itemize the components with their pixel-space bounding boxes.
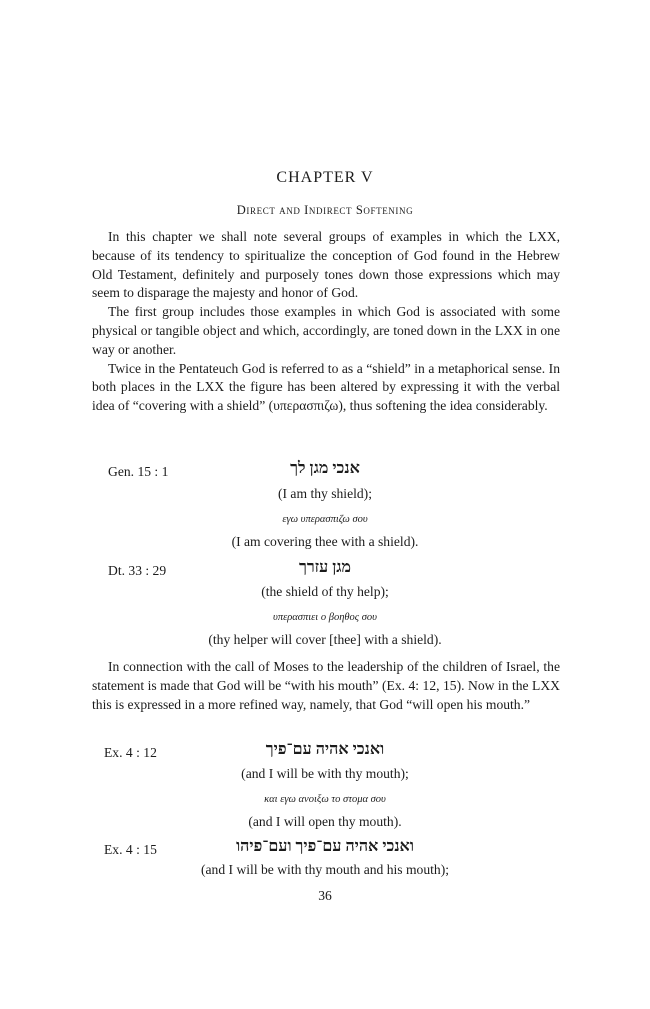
- greek-translation: (thy helper will cover [thee] with a shield).: [208, 632, 442, 647]
- reference-ex-4-15: Ex. 4 : 15: [104, 842, 157, 857]
- hebrew-text: ואנכי אהיה עם־פיך ועם־פיהו: [236, 838, 414, 855]
- greek-translation: (I am covering thee with a shield).: [231, 534, 419, 549]
- hebrew-translation: (and I will be with thy mouth and his mouth);: [200, 862, 450, 877]
- hebrew-translation: (the shield of thy help);: [261, 584, 389, 599]
- hebrew-translation: (and I will be with thy mouth);: [241, 766, 409, 781]
- paragraph-moses: [92, 658, 560, 714]
- reference-dt-33-29: Dt. 33 : 29: [108, 563, 167, 578]
- hebrew-translation: (I am thy shield);: [277, 486, 372, 501]
- chapter-title: CHAPTER V: [276, 169, 374, 186]
- reference-ex-4-12: Ex. 4 : 12: [104, 745, 157, 760]
- greek-translation: (and I will open thy mouth).: [248, 814, 402, 829]
- paragraph-intro: [92, 228, 560, 416]
- chapter-subtitle: Direct and Indirect Softening: [236, 203, 414, 217]
- hebrew-text: אנכי מגן לך: [290, 460, 360, 477]
- paragraph: In connection with the call of Moses to the leadership of the children of Israel, the statement is made that God will be “with his mouth” (Ex. 4: 12, 15). Now in the LXX this is expressed in a more refined way, namely, that God “will open his mouth.”: [92, 659, 560, 712]
- page-number: 36: [318, 888, 332, 903]
- greek-text: και εγω ανοιξω το στομα σου: [264, 794, 386, 805]
- greek-text: υπερασπιει ο βοηθος σου: [273, 612, 377, 623]
- hebrew-text: ואנכי אהיה עם־פיך: [265, 741, 385, 758]
- greek-text: εγω υπερασπιζω σου: [282, 514, 368, 525]
- hebrew-text: מגן עזרך: [298, 559, 352, 576]
- paragraph: The first group includes those examples in which God is associated with some physical or tangible object and which, accordingly, are toned down in the LXX in one way or another.: [92, 304, 560, 357]
- paragraph: In this chapter we shall note several groups of examples in which the LXX, because of its tendency to spiritualize the conception of God found in the Hebrew Old Testament, definitely and purposely tones down those expressions which may seem to disparage the majesty and honor of God.: [92, 229, 560, 301]
- paragraph: Twice in the Pentateuch God is referred to as a “shield” in a metaphorical sense. In both places in the LXX the figure has been altered by expressing it with the verbal idea of “covering with a shield” (υπερασπιζω), thus softening the idea considerably.: [92, 360, 560, 414]
- reference-gen-15-1: Gen. 15 : 1: [108, 464, 169, 479]
